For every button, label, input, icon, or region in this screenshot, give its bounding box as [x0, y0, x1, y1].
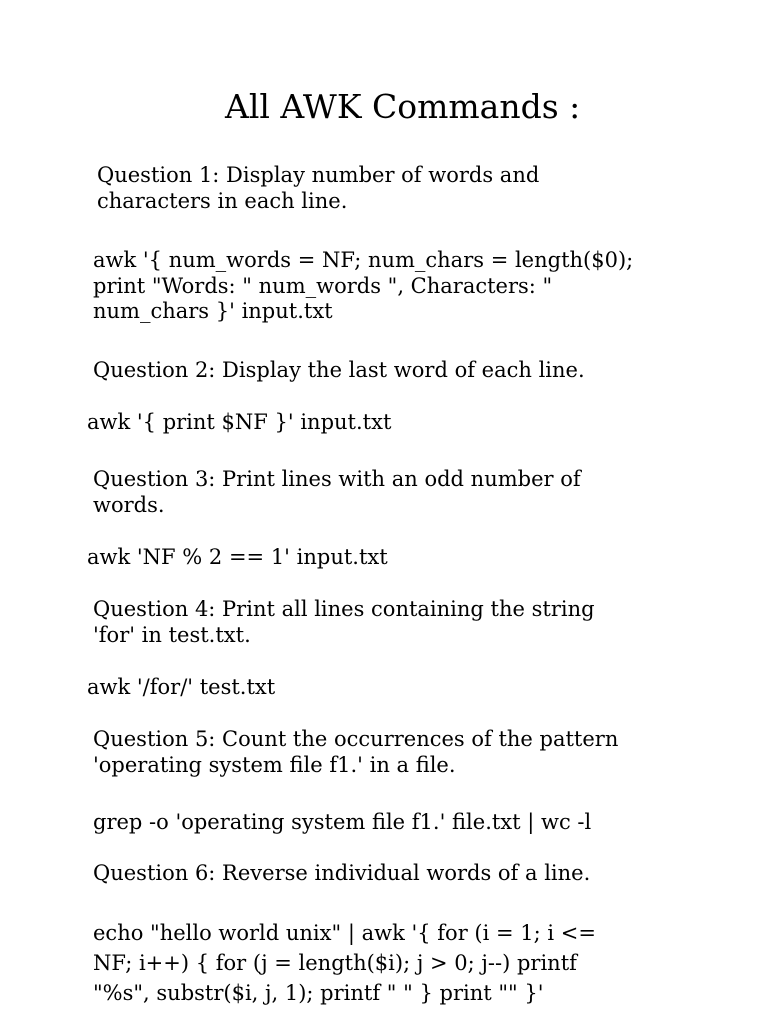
code-6-line: echo "hello world unix" | awk '{ for (i = 1; i <=	[93, 921, 596, 945]
code-2-line: awk '{ print $NF }' input.txt	[87, 410, 392, 434]
code-1-line: awk '{ num_words = NF; num_chars = length($0);	[93, 248, 634, 272]
code-6-line: NF; i++) { for (j = length($i); j > 0; j--) printf	[93, 951, 577, 975]
question-1-line: characters in each line.	[97, 188, 348, 213]
question-6-line: Question 6: Reverse individual words of a line.	[93, 861, 591, 885]
question-1-line: Question 1: Display number of words and	[97, 163, 540, 187]
question-4	[93, 597, 595, 648]
question-4-line: 'for' in test.txt.	[93, 622, 251, 647]
page-title: All AWK Commands :	[225, 87, 581, 126]
code-1-line: print "Words: " num_words ", Characters: "	[93, 273, 553, 298]
code-1-line: num_chars }' input.txt	[93, 299, 333, 323]
code-4-line: awk '/for/' test.txt	[87, 675, 276, 699]
question-5-line: Question 5: Count the occurrences of the pattern	[93, 727, 619, 751]
code-3	[87, 545, 388, 571]
code-6-line: "%s", substr($i, j, 1); printf " " } print "" }'	[93, 981, 544, 1005]
question-2-line: Question 2: Display the last word of each line.	[93, 358, 585, 382]
question-6	[93, 861, 590, 887]
question-5-line: 'operating system file f1.' in a file.	[93, 752, 456, 777]
question-2	[93, 358, 585, 384]
code-5-line: grep -o 'operating system file f1.' file.txt | wc -l	[93, 810, 592, 834]
question-3-line: Question 3: Print lines with an odd number of	[93, 467, 581, 491]
code-5	[93, 810, 591, 836]
code-3-line: awk 'NF % 2 == 1' input.txt	[87, 545, 388, 569]
question-1	[97, 163, 539, 214]
question-5	[93, 727, 618, 778]
code-4	[87, 675, 275, 701]
question-3	[93, 467, 581, 518]
code-1	[93, 248, 633, 325]
code-6	[93, 918, 596, 1008]
code-2	[87, 410, 391, 436]
question-4-line: Question 4: Print all lines containing the string	[93, 597, 595, 621]
question-3-line: words.	[93, 492, 165, 517]
